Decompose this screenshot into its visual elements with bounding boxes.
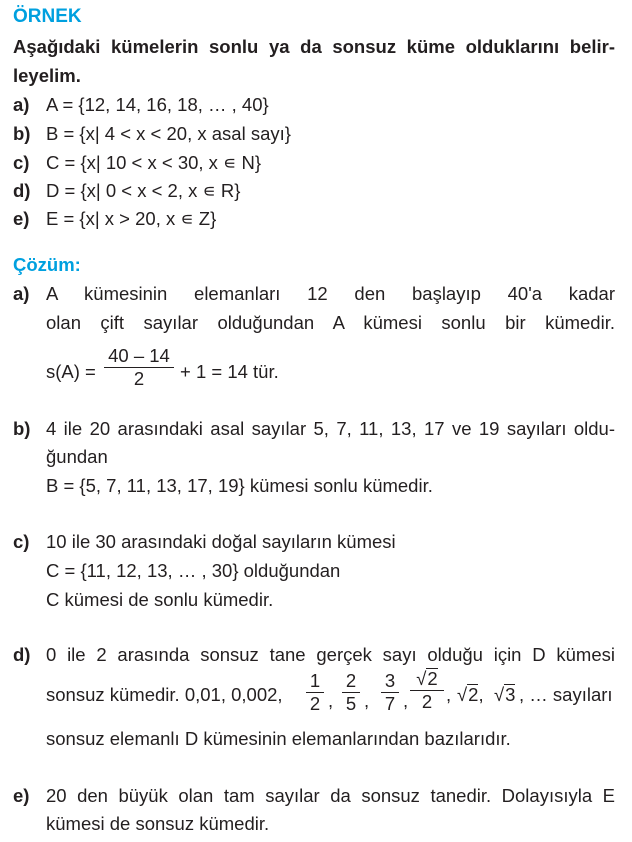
question-b-text: B = {x| 4 < x < 20, x asal sayı} <box>46 123 291 144</box>
sqrt-icon: √ <box>416 668 427 689</box>
fraction-denominator: 2 <box>421 691 433 712</box>
formula-denominator: 2 <box>133 368 145 389</box>
solution-b-line-2: ğundan <box>46 446 108 467</box>
solution-a-line-1: A kümesinin elemanları 12 den başlayıp 40'a kadar <box>46 283 615 304</box>
instruction-line-2: leyelim. <box>13 65 81 86</box>
solution-b-line-3: B = {5, 7, 11, 13, 17, 19} kümesi sonlu kümedir. <box>46 475 433 496</box>
instruction-line-1: Aşağıdaki kümelerin sonlu ya da sonsuz küme olduklarını belir- <box>13 36 615 57</box>
solution-d-line-2-end: , … sayıları <box>519 684 613 705</box>
sqrt-two: √2, <box>457 684 484 705</box>
formula-fraction <box>104 345 174 390</box>
fraction-numerator: 1 <box>309 670 321 691</box>
question-d-text: D = {x| 0 < x < 2, x ∊ R} <box>46 180 241 201</box>
solution-d-line-1: 0 ile 2 arasında sonsuz tane gerçek sayı olduğu için D kümesi <box>46 644 615 665</box>
fraction-numerator: 2 <box>345 670 357 691</box>
solution-d-label: d) <box>13 644 31 665</box>
comma: , <box>328 690 334 711</box>
comma: , <box>364 690 370 711</box>
fraction-three-sevenths <box>381 670 399 715</box>
sqrt-radicand: 2 <box>468 684 479 705</box>
fraction-numerator <box>410 668 444 690</box>
comma: , <box>446 684 452 705</box>
sqrt-radicand: 3 <box>505 684 516 705</box>
solution-b-label: b) <box>13 418 31 439</box>
solution-a-line-2: olan çift sayılar olduğundan A kümesi sonlu bir kümedir. <box>46 312 615 333</box>
sqrt-three <box>494 684 515 706</box>
fraction-denominator: 7 <box>384 693 396 714</box>
fraction-sqrt2-over-2 <box>410 668 444 713</box>
solution-c-line-1: 10 ile 30 arasındaki doğal sayıların kümesi <box>46 531 396 552</box>
solution-e-line-1: 20 den büyük olan tam sayılar da sonsuz tanedir. Dolayısıyla E <box>46 785 615 806</box>
solution-c-label: c) <box>13 531 30 552</box>
solution-d-line-3: sonsuz elemanlı D kümesinin elemanlarından bazılarıdır. <box>46 728 511 749</box>
solution-d-line-2-start: sonsuz kümedir. 0,01, 0,002, <box>46 684 283 705</box>
formula-lhs: s(A) = <box>46 361 96 382</box>
sqrt-expression <box>416 668 437 690</box>
question-a-text: A = {12, 14, 16, 18, … , 40} <box>46 94 269 115</box>
solution-c-line-3: C kümesi de sonlu kümedir. <box>46 589 274 610</box>
question-a-label: a) <box>13 94 30 115</box>
formula-numerator: 40 – 14 <box>108 345 170 366</box>
fraction-denominator: 5 <box>345 693 357 714</box>
question-b-label: b) <box>13 123 31 144</box>
fraction-numerator: 3 <box>384 670 396 691</box>
sqrt-icon: √ <box>457 684 468 705</box>
fraction-one-half <box>306 670 324 715</box>
example-title: ÖRNEK <box>13 6 82 27</box>
question-d-label: d) <box>13 180 31 201</box>
question-e-text: E = {x| x > 20, x ∊ Z} <box>46 208 217 229</box>
solution-e-label: e) <box>13 785 30 806</box>
sqrt-icon: √ <box>494 684 505 705</box>
solution-e-line-2: kümesi de sonsuz kümedir. <box>46 813 270 834</box>
question-c-label: c) <box>13 152 30 173</box>
solution-a-label: a) <box>13 283 30 304</box>
sqrt-radicand: 2 <box>427 668 438 689</box>
question-c-text: C = {x| 10 < x < 30, x ∊ N} <box>46 152 262 173</box>
fraction-denominator: 2 <box>309 693 321 714</box>
fraction-two-fifths <box>342 670 360 715</box>
solution-c-line-2: C = {11, 12, 13, … , 30} olduğundan <box>46 560 341 581</box>
formula-rhs: + 1 = 14 tür. <box>180 361 279 382</box>
solution-title: Çözüm: <box>13 254 81 275</box>
question-e-label: e) <box>13 208 30 229</box>
comma: , <box>403 690 409 711</box>
solution-b-line-1: 4 ile 20 arasındaki asal sayılar 5, 7, 11, 13, 17 ve 19 sayıları oldu- <box>46 418 615 439</box>
